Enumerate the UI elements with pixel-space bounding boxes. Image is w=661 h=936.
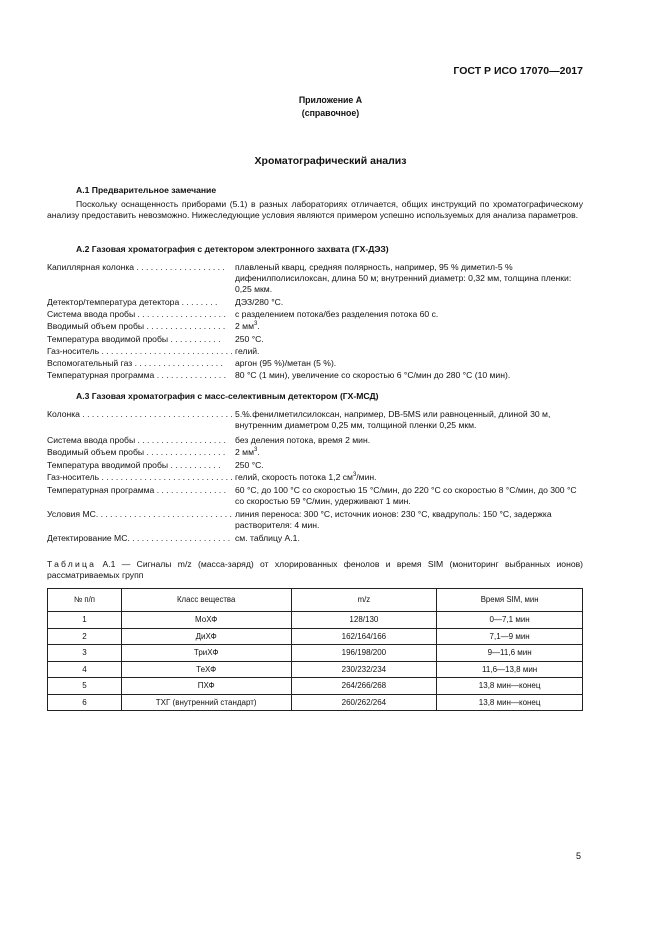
cell-number: 6 [48, 694, 122, 711]
param-label: Система ввода пробы . . . . . . . . . . . . . . . . . . . [47, 435, 226, 445]
section-a1-heading: А.1 Предварительное замечание [76, 185, 217, 195]
param-value [235, 447, 587, 458]
section-a1-paragraph: Поскольку оснащенность приборами (5.1) в разных лабораториях отличается, общих инструкций по хроматографическому анализу предоставить невозможно. Нижеследующие условия являются примером успешно используемых для анализа параметров. [47, 199, 583, 221]
value-text: 2 мм [235, 447, 254, 457]
header-number: № п/п [48, 589, 122, 612]
param-label: Вспомогательный газ . . . . . . . . . . . . . . . . . . . [47, 358, 223, 368]
header-class: Класс вещества [121, 589, 291, 612]
cell-number: 3 [48, 645, 122, 662]
cell-mz: 128/130 [291, 612, 437, 629]
cell-mz: 264/266/268 [291, 678, 437, 695]
param-value: см. таблицу А.1. [235, 533, 300, 543]
document-number: ГОСТ Р ИСО 17070—2017 [453, 65, 583, 77]
header-mz: m/z [291, 589, 437, 612]
table-row [48, 612, 583, 629]
cell-number: 5 [48, 678, 122, 695]
cell-class: МоХФ [121, 612, 291, 629]
param-value [235, 472, 587, 483]
section-a3-heading: А.3 Газовая хроматография с масс-селективным детектором (ГХ-МСД) [76, 391, 379, 401]
param-value: гелий. [235, 346, 260, 356]
cell-class: ПХФ [121, 678, 291, 695]
section-a2-heading: А.2 Газовая хроматография с детектором электронного захвата (ГХ-ДЭЗ) [76, 244, 389, 254]
cell-sim-time: 0—7,1 мин [437, 612, 583, 629]
table-header-row [48, 589, 583, 612]
cell-class: ТХГ (внутренний стандарт) [121, 694, 291, 711]
param-label: Колонка . . . . . . . . . . . . . . . . . . . . . . . . . . . . . . . . . . . . . [47, 409, 257, 419]
param-label: Температура вводимой пробы . . . . . . . . . . . [47, 334, 221, 344]
cell-mz: 162/164/166 [291, 628, 437, 645]
param-value: 60 °С, до 100 °С со скоростью 15 °С/мин, до 220 °С со скоростью 8 °С/мин, до 300 °С со скоростью 59 °С/мин, удерживают 1 мин. [235, 485, 577, 507]
value-text-end: . [257, 447, 260, 457]
param-label: Система ввода пробы . . . . . . . . . . . . . . . . . . . [47, 309, 226, 319]
param-value: ДЭЗ/280 °С. [235, 297, 284, 307]
cell-class: ДиХФ [121, 628, 291, 645]
param-label: Условия МС. . . . . . . . . . . . . . . . . . . . . . . . . . . . . [47, 509, 232, 519]
param-label: Температурная программа . . . . . . . . . . . . . . . [47, 370, 226, 380]
param-label: Вводимый объем пробы . . . . . . . . . . . . . . . . . [47, 447, 226, 457]
cell-number: 1 [48, 612, 122, 629]
page-number: 5 [575, 851, 581, 861]
param-value: 250 °С. [235, 460, 264, 470]
value-superscript: 3 [352, 472, 357, 479]
value-text-end: /мин. [356, 472, 377, 482]
cell-sim-time: 9—11,6 мин [437, 645, 583, 662]
param-label: Газ-носитель . . . . . . . . . . . . . . . . . . . . . . . . . . . . [47, 472, 233, 482]
cell-sim-time: 13,8 мин—конец [437, 678, 583, 695]
cell-class: ТеХФ [121, 661, 291, 678]
table-row [48, 661, 583, 678]
param-label: Газ-носитель . . . . . . . . . . . . . . . . . . . . . . . . . . . . [47, 346, 233, 356]
cell-number: 4 [48, 661, 122, 678]
param-label: Вводимый объем пробы . . . . . . . . . . . . . . . . . [47, 321, 226, 331]
caption-lead: Таблица [47, 559, 97, 569]
param-value: с разделением потока/без разделения потока 60 с. [235, 309, 439, 319]
cell-sim-time: 7,1—9 мин [437, 628, 583, 645]
param-value: 250 °С. [235, 334, 264, 344]
cell-mz: 196/198/200 [291, 645, 437, 662]
param-value: плавленый кварц, средняя полярность, например, 95 % диметил-5 % дифенилполисилоксан, длина 50 м; внутренний диаметр: 0,32 мм, толщина пленки: 0,25 мкм. [235, 262, 572, 295]
table-row [48, 645, 583, 662]
cell-sim-time: 11,6—13,8 мин [437, 661, 583, 678]
value-text: гелий, скорость потока 1,2 см [235, 472, 353, 482]
cell-sim-time: 13,8 мин—конец [437, 694, 583, 711]
param-label: Температура вводимой пробы . . . . . . . . . . . [47, 460, 221, 470]
param-value: 5 % фенилметилсилоксан, например, DB-5MS или равноценный, длиной 30 м, внутренним диаметром 0,25 мм, толщиной пленки 0,25 мкм. [235, 409, 551, 431]
param-value [235, 321, 587, 332]
value-text-end: . [257, 321, 260, 331]
cell-mz: 230/232/234 [291, 661, 437, 678]
main-title: Хроматографический анализ [254, 155, 407, 167]
caption-text: — Сигналы m/z (масса-заряд) от хлорированных фенолов и время SIM (мониторинг выбранных ионов) рассматриваемых групп [47, 559, 584, 581]
param-value: 80 °С (1 мин), увеличение со скоростью 6 °С/мин до 280 °С (10 мин). [235, 370, 511, 380]
cell-class: ТриХФ [121, 645, 291, 662]
param-value: аргон (95 %)/метан (5 %). [235, 358, 337, 368]
annex-subtitle: (справочное) [301, 108, 360, 118]
signals-table [47, 588, 583, 711]
value-superscript: 3 [253, 321, 258, 328]
param-label: Детектирование МС. . . . . . . . . . . . . . . . . . . . . . [47, 533, 231, 543]
table-caption [47, 559, 583, 581]
annex-title: Приложение А [298, 95, 363, 105]
param-value: линия переноса: 300 °С, источник ионов: 230 °С, квадруполь: 150 °С, задержка растворителя: 4 мин. [235, 509, 552, 531]
param-label: Капиллярная колонка . . . . . . . . . . . . . . . . . . . [47, 262, 225, 272]
value-text: 2 мм [235, 321, 254, 331]
caption-id: А.1 [102, 559, 116, 569]
table-row [48, 628, 583, 645]
table-row [48, 678, 583, 695]
table-row [48, 694, 583, 711]
param-value: без деления потока, время 2 мин. [235, 435, 371, 445]
param-label: Температурная программа . . . . . . . . . . . . . . . [47, 485, 226, 495]
value-superscript: 3 [253, 447, 258, 454]
header-sim-time: Время SIM, мин [437, 589, 583, 612]
cell-mz: 260/262/264 [291, 694, 437, 711]
param-label: Детектор/температура детектора . . . . . . . . [47, 297, 218, 307]
cell-number: 2 [48, 628, 122, 645]
